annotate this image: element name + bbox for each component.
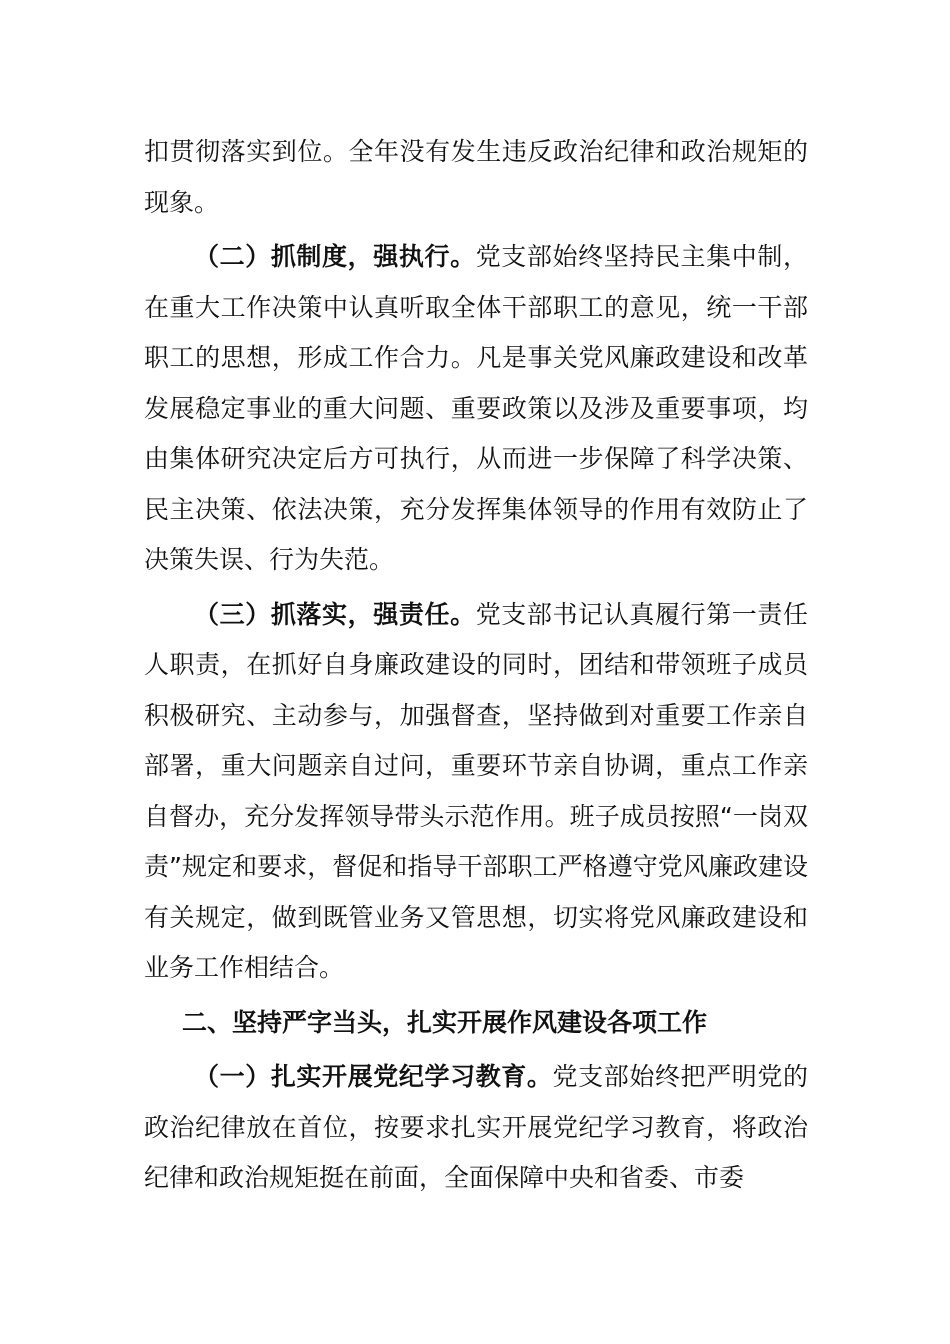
paragraph-party-discipline-education (144, 1052, 808, 1204)
paragraph-continuation (144, 127, 808, 228)
paragraph-lead: （一）扎实开展党纪学习教育。 (194, 1062, 553, 1091)
paragraph-text: 党支部始终坚持民主集中制，在重大工作决策中认真听取全体干部职工的意见，统一干部职工的思想，形成工作合力。凡是事关党风廉政建设和改革发展稳定事业的重大问题、重要政策以及涉及重要事项，均由集体研究决定后方可执行，从而进一步保障了科学决策、民主决策、依法决策，充分发挥集体领导的作用有效防止了决策失误、行为失范。 (144, 242, 808, 574)
paragraph-text: 党支部书记认真履行第一责任人职责，在抓好自身廉政建设的同时，团结和带领班子成员积极研究、主动参与，加强督查，坚持做到对重要工作亲自部署，重大问题亲自过问，重要环节亲自协调，重点工作亲自督办，充分发挥领导带头示范作用。班子成员按照“一岗双责”规定和要求，督促和指导干部职工严格遵守党风廉政建设有关规定，做到既管业务又管思想，切实将党风廉政建设和业务工作相结合。 (144, 599, 808, 982)
paragraph-text: 扣贯彻落实到位。全年没有发生违反政治纪律和政治规矩的现象。 (144, 137, 808, 217)
paragraph-lead: （二）抓制度，强执行。 (194, 242, 476, 271)
paragraph-text: 党支部始终把严明党的政治纪律放在首位，按要求扎实开展党纪学习教育，将政治纪律和政治规矩挺在前面，全面保障中央和省委、市委 (144, 1062, 808, 1192)
paragraph-implementation-responsibility (144, 590, 808, 994)
paragraph-lead: （三）抓落实，强责任。 (194, 599, 476, 629)
section-heading: 二、坚持严字当头，扎实开展作风建设各项工作 (182, 1007, 708, 1037)
paragraph-system-execution (144, 232, 808, 586)
document-body (144, 127, 808, 1204)
